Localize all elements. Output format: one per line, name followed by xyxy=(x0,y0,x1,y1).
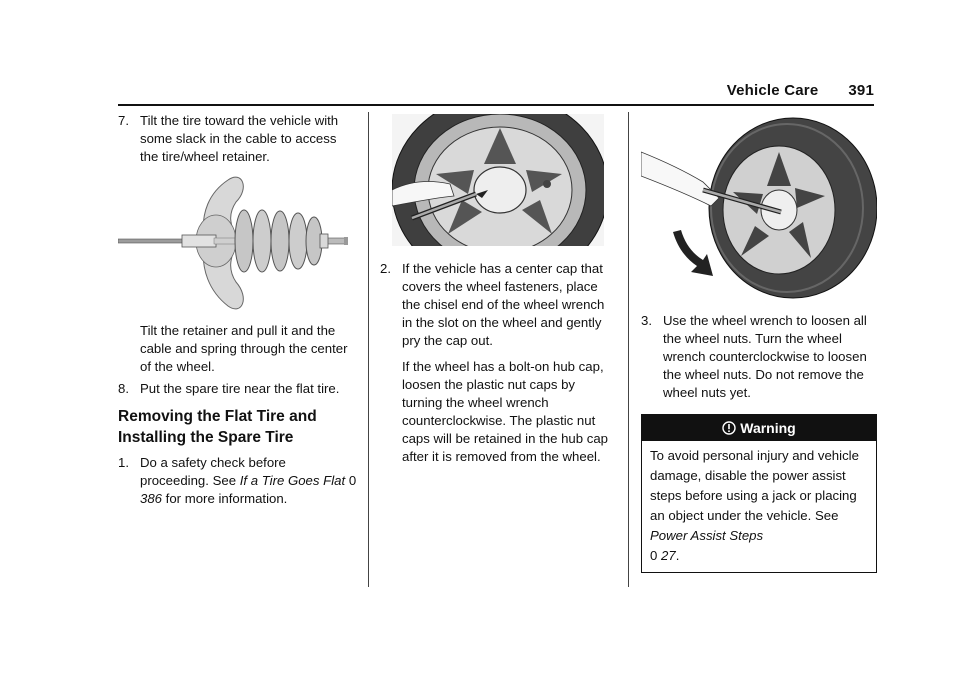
loosen-wheel-nuts-illustration xyxy=(641,116,877,302)
column-divider-1 xyxy=(368,112,369,587)
bolt-on-hub-cap-paragraph: If the wheel has a bolt-on hub cap, loosen the plastic nut caps by turning the wheel wrench counterclockwise. The plastic nut caps will be retained in the hub cap after it is removed from the wheel. xyxy=(402,359,609,464)
section-name: Vehicle Care xyxy=(726,82,819,99)
page-ref[interactable]: 386 xyxy=(140,491,163,506)
step-1: 1. Do a safety check before proceeding. See If a Tire Goes Flat 0 386 for more information. xyxy=(118,455,357,506)
page-number: 391 xyxy=(848,82,874,99)
retainer-caption: Tilt the retainer and pull it and the cable and spring through the center of the wheel. xyxy=(140,323,348,374)
column-3 xyxy=(641,112,877,573)
spring-coil xyxy=(253,210,271,272)
section-title: Removing the Flat Tire and Installing the Spare Tire xyxy=(118,408,317,446)
step-3: 3. Use the wheel wrench to loosen all the wheel nuts. Turn the wheel wrench counterclockwise to loosen the wheel nuts. Do not remove the wheel nuts yet. xyxy=(641,313,867,400)
warning-icon xyxy=(722,421,736,435)
page-ref-icon: 0 xyxy=(650,548,658,563)
warning-box xyxy=(641,414,877,573)
hub-cap-removal-illustration xyxy=(392,114,604,246)
step-7: 7. Tilt the tire toward the vehicle with some slack in the cable to access the tire/wheel retainer. xyxy=(118,113,339,164)
warning-header xyxy=(642,415,876,441)
spring-coil xyxy=(271,211,289,271)
step-2: 2. If the vehicle has a center cap that covers the wheel fasteners, place the chisel end of the wheel wrench in the slot on the wheel and gently pry the cap out. xyxy=(380,261,605,348)
warning-body: To avoid personal injury and vehicle damage, disable the power assist steps before using a jack or placing an object under the vehicle. See Power Assist Steps 0 27. xyxy=(650,448,859,563)
step-8: 8. Put the spare tire near the flat tire. xyxy=(118,381,340,396)
page-header xyxy=(727,82,874,99)
header-rule xyxy=(118,104,874,106)
column-1 xyxy=(118,112,358,508)
page-ref-icon: 0 xyxy=(348,473,357,488)
counterclockwise-arrow-icon xyxy=(673,230,713,276)
column-divider-2 xyxy=(628,112,629,587)
spring-coil xyxy=(235,210,253,272)
cross-reference-link[interactable]: Power Assist Steps xyxy=(650,528,764,543)
page-ref[interactable]: 27 xyxy=(661,548,676,563)
retainer-illustration xyxy=(118,172,358,314)
spring-coil xyxy=(289,213,307,269)
warning-title: Warning xyxy=(740,420,796,436)
column-2 xyxy=(380,112,616,466)
cross-reference-link[interactable]: If a Tire Goes Flat xyxy=(239,473,346,488)
